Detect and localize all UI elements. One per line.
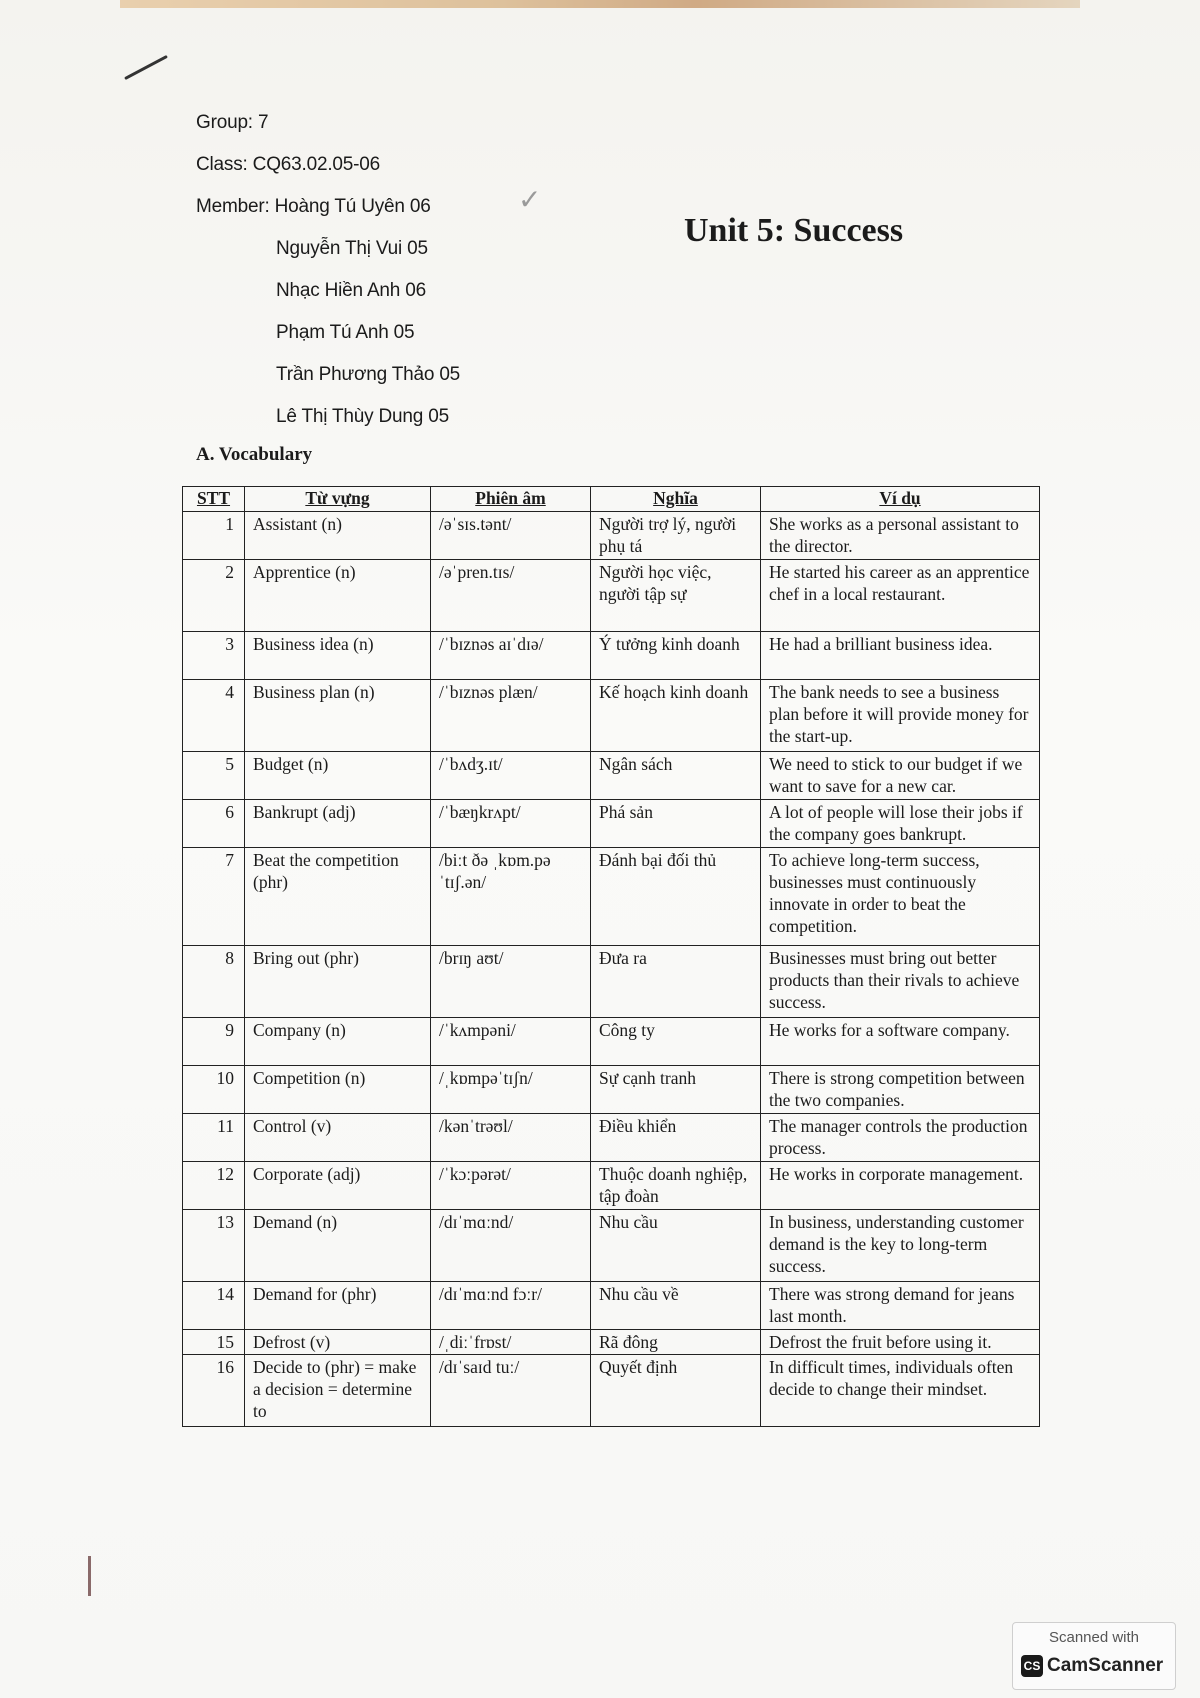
table-row [183, 632, 1040, 680]
cell-ipa: /biːt ðə ˌkɒm.pəˈtɪʃ.ən/ [431, 848, 591, 946]
table-header-row [183, 487, 1040, 512]
cell-word: Bring out (phr) [245, 946, 431, 1018]
cell-meaning: Sự cạnh tranh [591, 1066, 761, 1114]
table-row [183, 1282, 1040, 1330]
page-edge-strip [120, 0, 1080, 8]
table-row [183, 1018, 1040, 1066]
cell-meaning: Nhu cầu [591, 1210, 761, 1282]
cell-example: Defrost the fruit before using it. [761, 1330, 1040, 1355]
cell-ipa: /dɪˈmɑːnd fɔːr/ [431, 1282, 591, 1330]
cell-ipa: /dɪˈsaɪd tuː/ [431, 1355, 591, 1427]
cell-word: Budget (n) [245, 752, 431, 800]
cell-example: He had a brilliant business idea. [761, 632, 1040, 680]
cell-ipa: /əˈsɪs.tənt/ [431, 512, 591, 560]
cell-stt: 8 [183, 946, 245, 1018]
cell-stt: 13 [183, 1210, 245, 1282]
cell-ipa: /ˈbʌdʒ.ɪt/ [431, 752, 591, 800]
cell-stt: 14 [183, 1282, 245, 1330]
cell-meaning: Đánh bại đối thủ [591, 848, 761, 946]
cell-stt: 5 [183, 752, 245, 800]
table-row [183, 1162, 1040, 1210]
member-name: Trần Phương Thảo 05 [276, 364, 461, 385]
watermark-brand [1021, 1655, 1163, 1677]
group-label: Group: 7 [196, 112, 269, 133]
cell-meaning: Nhu cầu về [591, 1282, 761, 1330]
cell-meaning: Phá sản [591, 800, 761, 848]
cell-ipa: /ˈbɪznəs aɪˈdɪə/ [431, 632, 591, 680]
table-row [183, 848, 1040, 946]
table-row [183, 752, 1040, 800]
cell-ipa: /ˌdiːˈfrɒst/ [431, 1330, 591, 1355]
table-row [183, 1114, 1040, 1162]
cell-word: Beat the competition (phr) [245, 848, 431, 946]
page-title: Unit 5: Success [684, 212, 904, 249]
cell-meaning: Đưa ra [591, 946, 761, 1018]
cell-ipa: /kənˈtrəʊl/ [431, 1114, 591, 1162]
table-row [183, 1066, 1040, 1114]
check-mark-icon: ✓ [518, 185, 542, 216]
cell-example: In business, understanding customer demand is the key to long-term success. [761, 1210, 1040, 1282]
cell-meaning: Người học việc, người tập sự [591, 560, 761, 632]
member-label: Member: Hoàng Tú Uyên 06 [196, 196, 431, 217]
cell-stt: 10 [183, 1066, 245, 1114]
cell-meaning: Thuộc doanh nghiệp, tập đoàn [591, 1162, 761, 1210]
cell-example: To achieve long-term success, businesses must continuously innovate in order to beat the competition. [761, 848, 1040, 946]
cell-ipa: /ˌkɒmpəˈtɪʃn/ [431, 1066, 591, 1114]
cell-ipa: /əˈpren.tɪs/ [431, 560, 591, 632]
section-title: A. Vocabulary [196, 444, 313, 465]
member-name: Nguyễn Thị Vui 05 [276, 238, 428, 259]
cell-example: There was strong demand for jeans last month. [761, 1282, 1040, 1330]
cell-word: Decide to (phr) = make a decision = determine to [245, 1355, 431, 1427]
cell-word: Business plan (n) [245, 680, 431, 752]
cell-word: Assistant (n) [245, 512, 431, 560]
cell-stt: 4 [183, 680, 245, 752]
pen-mark [124, 55, 168, 80]
cell-example: Businesses must bring out better products than their rivals to achieve success. [761, 946, 1040, 1018]
cell-stt: 16 [183, 1355, 245, 1427]
cell-ipa: /ˈbɪznəs plæn/ [431, 680, 591, 752]
cell-meaning: Ngân sách [591, 752, 761, 800]
cell-example: A lot of people will lose their jobs if the company goes bankrupt. [761, 800, 1040, 848]
cell-example: He works in corporate management. [761, 1162, 1040, 1210]
table-row [183, 680, 1040, 752]
cell-stt: 7 [183, 848, 245, 946]
table-row [183, 1330, 1040, 1355]
cell-stt: 3 [183, 632, 245, 680]
header-meaning: Nghĩa [591, 487, 761, 512]
cell-meaning: Ý tưởng kinh doanh [591, 632, 761, 680]
member-name: Phạm Tú Anh 05 [276, 322, 415, 343]
margin-mark [88, 1556, 91, 1596]
table-row [183, 800, 1040, 848]
cell-stt: 9 [183, 1018, 245, 1066]
cell-stt: 1 [183, 512, 245, 560]
cell-example: He works for a software company. [761, 1018, 1040, 1066]
cell-ipa: /ˈkʌmpəni/ [431, 1018, 591, 1066]
cell-example: He started his career as an apprentice chef in a local restaurant. [761, 560, 1040, 632]
cell-stt: 15 [183, 1330, 245, 1355]
cell-word: Corporate (adj) [245, 1162, 431, 1210]
cell-word: Demand for (phr) [245, 1282, 431, 1330]
member-name: Lê Thị Thùy Dung 05 [276, 406, 449, 427]
cell-word: Control (v) [245, 1114, 431, 1162]
class-label: Class: CQ63.02.05-06 [196, 154, 380, 175]
cell-stt: 11 [183, 1114, 245, 1162]
header-ipa: Phiên âm [431, 487, 591, 512]
table-row [183, 1355, 1040, 1427]
cell-stt: 6 [183, 800, 245, 848]
cell-word: Bankrupt (adj) [245, 800, 431, 848]
cell-example: The bank needs to see a business plan before it will provide money for the start-up. [761, 680, 1040, 752]
table-row [183, 512, 1040, 560]
cell-example: In difficult times, individuals often decide to change their mindset. [761, 1355, 1040, 1427]
cell-meaning: Kế hoạch kinh doanh [591, 680, 761, 752]
cell-stt: 12 [183, 1162, 245, 1210]
header-stt: STT [183, 487, 245, 512]
cell-word: Defrost (v) [245, 1330, 431, 1355]
cell-meaning: Công ty [591, 1018, 761, 1066]
cell-meaning: Rã đông [591, 1330, 761, 1355]
watermark-brand-name: CamScanner [1047, 1655, 1164, 1676]
member-name: Nhạc Hiền Anh 06 [276, 280, 426, 301]
cell-word: Demand (n) [245, 1210, 431, 1282]
header-word: Từ vựng [245, 487, 431, 512]
header-example: Ví dụ [761, 487, 1040, 512]
cell-example: We need to stick to our budget if we want to save for a new car. [761, 752, 1040, 800]
cell-example: There is strong competition between the two companies. [761, 1066, 1040, 1114]
cell-meaning: Điều khiển [591, 1114, 761, 1162]
cell-ipa: /ˈbæŋkrʌpt/ [431, 800, 591, 848]
camscanner-logo-icon: CS [1021, 1655, 1043, 1677]
cell-ipa: /ˈkɔːpərət/ [431, 1162, 591, 1210]
cell-word: Apprentice (n) [245, 560, 431, 632]
watermark-caption: Scanned with [1048, 1629, 1140, 1646]
cell-ipa: /dɪˈmɑːnd/ [431, 1210, 591, 1282]
cell-word: Company (n) [245, 1018, 431, 1066]
cell-word: Business idea (n) [245, 632, 431, 680]
cell-stt: 2 [183, 560, 245, 632]
cell-meaning: Người trợ lý, người phụ tá [591, 512, 761, 560]
table-row [183, 560, 1040, 632]
cell-meaning: Quyết định [591, 1355, 761, 1427]
cell-example: The manager controls the production process. [761, 1114, 1040, 1162]
vocabulary-table [182, 486, 1040, 1427]
cell-ipa: /brɪŋ aʊt/ [431, 946, 591, 1018]
table-row [183, 1210, 1040, 1282]
cell-word: Competition (n) [245, 1066, 431, 1114]
table-row [183, 946, 1040, 1018]
cell-example: She works as a personal assistant to the director. [761, 512, 1040, 560]
camscanner-watermark [1012, 1622, 1176, 1690]
